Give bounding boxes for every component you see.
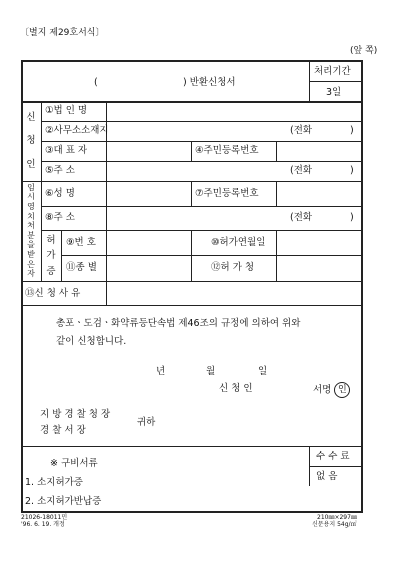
custodian-address-label: ⑧주 소 [45, 212, 75, 223]
paper-type: 신문용지 54g/㎡ [312, 521, 357, 528]
vrule-proc [309, 60, 310, 101]
rule-10 [21, 446, 361, 447]
custodian-name-label: ⑥성 명 [45, 188, 75, 199]
required-doc-1: 1. 소지허가증 [25, 477, 83, 488]
date-month: 월 [206, 366, 216, 377]
applicant-rrn-label: ④주민등록번호 [195, 145, 259, 156]
permit-number-label: ⑨번 호 [66, 237, 96, 248]
frame-right [361, 60, 363, 512]
vrule-rrn1-b [276, 141, 277, 161]
title-open-paren: ( [94, 77, 98, 88]
date-day: 일 [258, 366, 268, 377]
permit-agency-label: ⑫허 가 청 [211, 262, 255, 273]
vrule-rrn2-a [191, 181, 192, 206]
statement-line-1: 총포ㆍ도검ㆍ화약류등단속법 제46조의 규정에 의하여 위와 [56, 318, 301, 329]
vrule-rrn2-b [276, 181, 277, 206]
revision-date: '96. 6. 19. 개정 [21, 521, 65, 528]
applicant-phone-label: (전화 [290, 165, 313, 176]
vrule-reason [106, 281, 107, 305]
permit-kind-label: ⑪종 별 [66, 262, 97, 273]
addressee-2: 경 찰 서 장 [40, 425, 86, 436]
seal-icon: 인 [334, 382, 350, 398]
signature-label: 서명 인 [313, 382, 350, 398]
page-title: ) 반환신청서 [183, 77, 236, 88]
custodian-rrn-label: ⑦주민등록번호 [195, 188, 259, 199]
fee-label: 수 수 료 [316, 451, 350, 462]
office-phone-label: (전화 [290, 125, 313, 136]
permit-group-label: 허 가 증 [46, 234, 56, 277]
frame-bottom [21, 511, 363, 513]
rule-1 [41, 121, 361, 122]
rule-5 [41, 206, 361, 207]
fee-value: 없 음 [316, 471, 338, 482]
rule-title-bottom [21, 101, 363, 103]
rule-3 [41, 161, 361, 162]
office-phone-close: ) [350, 125, 354, 136]
required-docs-title: ※ 구비서류 [50, 458, 98, 469]
applicant-sign-label: 신 청 인 [219, 383, 253, 394]
processing-period-value: 3일 [326, 87, 342, 98]
vrule-permit [61, 230, 62, 281]
rule-fee [309, 466, 361, 467]
rule-9 [21, 305, 361, 306]
form-code: 21026-18011민 [21, 514, 68, 521]
rule-proc [309, 81, 361, 82]
representative-label: ③대 표 자 [45, 145, 88, 156]
permit-date-label: ⑩허가연월일 [211, 237, 266, 248]
vrule-permit-b [276, 230, 277, 281]
paper-size: 210㎜×297㎜ [317, 514, 357, 521]
applicant-address-label: ⑤주 소 [45, 165, 75, 176]
rule-2 [41, 141, 361, 142]
vrule-rrn1-a [191, 141, 192, 161]
required-doc-2: 2. 소지허가반납증 [25, 496, 102, 507]
rule-6 [41, 230, 361, 231]
vrule-permit-a [191, 230, 192, 281]
addressee-1: 지 방 경 찰 청 장 [40, 409, 111, 420]
date-year: 년 [156, 366, 166, 377]
custodian-phone-close: ) [350, 212, 354, 223]
rule-8 [21, 281, 361, 282]
applicant-group-label: 신 청 인 [26, 111, 36, 170]
custodian-phone-label: (전화 [290, 212, 313, 223]
reason-label: ⑬신 청 사 유 [25, 288, 81, 299]
form-number: 〔별지 제29호서식〕 [20, 28, 105, 38]
page-side-label: (앞 쪽) [350, 46, 378, 56]
corp-name-label: ①법 인 명 [45, 105, 88, 116]
vrule-fee [309, 446, 310, 486]
processing-period-label: 처리기간 [314, 66, 351, 77]
applicant-phone-close: ) [350, 165, 354, 176]
frame-top [21, 60, 363, 62]
statement-line-2: 같이 신청합니다. [56, 336, 127, 347]
honorific: 귀하 [137, 417, 156, 428]
custodian-group-label: 임 시 영 치 처 분 을 받 은 자 [27, 182, 35, 279]
office-label: ②사무소소재지 [45, 125, 109, 136]
